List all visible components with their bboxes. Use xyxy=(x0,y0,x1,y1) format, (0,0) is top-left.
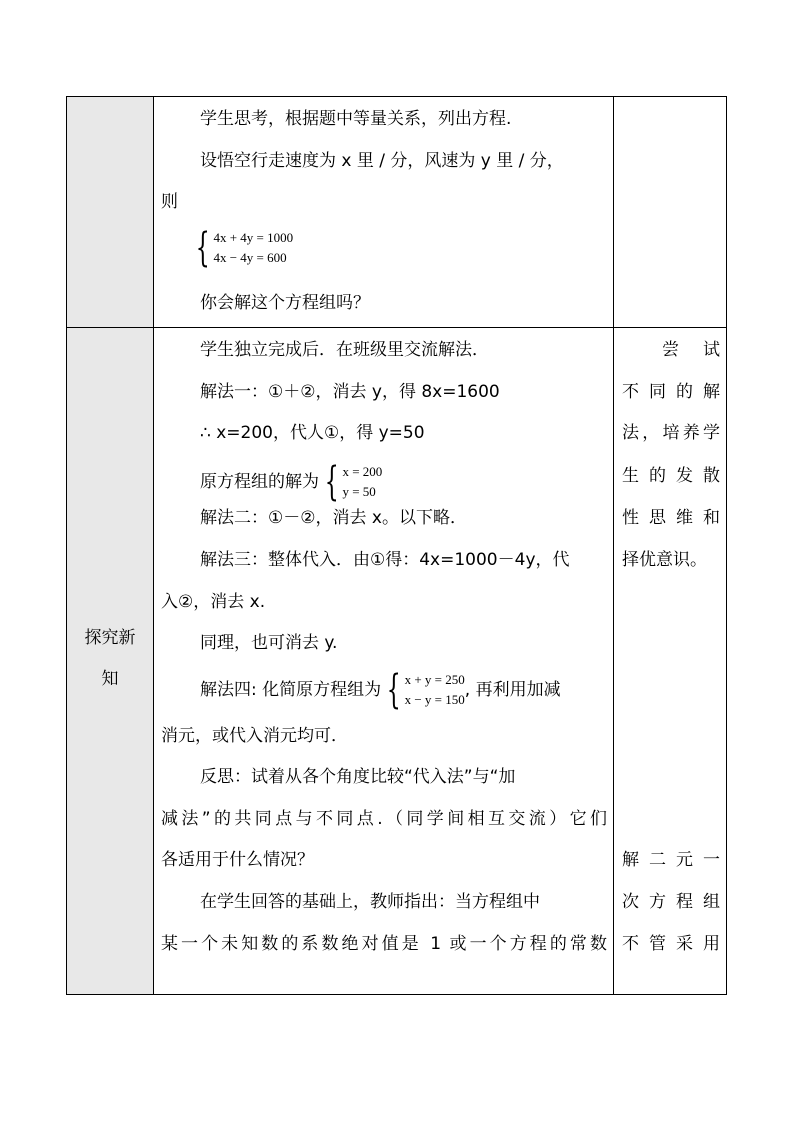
category-cell xyxy=(67,328,154,994)
remark-line: 不管采用 xyxy=(622,934,720,954)
content-line: 学生思考，根据题中等量关系，列出方程. xyxy=(200,109,512,129)
table-row xyxy=(66,96,727,327)
remark-line: 法，培养学 xyxy=(622,423,720,443)
remark-line: 次方程组 xyxy=(622,892,720,912)
solution-x: x = 200 xyxy=(342,464,383,479)
simplified-eq-1: x + y = 250 xyxy=(404,672,465,687)
content-line: 学生独立完成后．在班级里交流解法． xyxy=(200,340,489,360)
content-line: 设悟空行走速度为 x 里 / 分，风速为 y 里 / 分， xyxy=(200,151,564,171)
content-line: 入②，消去 x. xyxy=(161,592,266,612)
solution-prefix: 原方程组的解为 xyxy=(200,472,319,492)
content-line: 同理，也可消去 y. xyxy=(200,633,338,653)
remark-cell xyxy=(613,97,728,327)
content-line: 减法”的共同点与不同点.（同学间相互交流）它们 xyxy=(161,809,607,829)
solution-y: y = 50 xyxy=(342,484,376,499)
content-line: 消元，或代入消元均可． xyxy=(161,726,348,746)
category-label: 知 xyxy=(101,669,119,689)
remark-cell xyxy=(613,328,728,994)
equation-2: 4x − 4y = 600 xyxy=(213,250,287,265)
category-cell xyxy=(67,97,154,327)
simplified-eq-2: x − y = 150 xyxy=(404,692,465,707)
equation-1: 4x + 4y = 1000 xyxy=(213,230,294,245)
content-line: 解法三：整体代入．由①得：4x=1000－4y，代 xyxy=(200,550,570,570)
content-line: ∴ x=200，代人①，得 y=50 xyxy=(200,423,425,443)
remark-line: 择优意识。 xyxy=(622,550,707,570)
table-row xyxy=(66,327,727,995)
brace-symbol: { xyxy=(195,225,210,271)
method-four-prefix: 解法四: 化简原方程组为 xyxy=(200,680,382,700)
content-line: 某一个未知数的系数绝对值是 1 或一个方程的常数 xyxy=(161,934,607,954)
content-cell xyxy=(154,328,613,994)
content-line: 在学生回答的基础上，教师指出：当方程组中 xyxy=(200,892,540,912)
content-line: 解法一：①＋②，消去 y，得 8x=1600 xyxy=(200,382,500,402)
method-four-suffix: , 再利用加减 xyxy=(464,680,561,700)
remark-line: 解二元一 xyxy=(622,850,720,870)
category-label: 探究新 xyxy=(84,628,136,648)
brace-symbol: { xyxy=(324,459,339,505)
solution-line xyxy=(154,460,613,504)
brace-symbol: { xyxy=(386,667,401,713)
content-line: 你会解这个方程组吗？ xyxy=(200,293,370,313)
method-four-line xyxy=(154,668,613,712)
lesson-table xyxy=(66,96,727,995)
remark-line: 不同的解 xyxy=(622,382,720,402)
content-line: 各适用于什么情况？ xyxy=(161,850,314,870)
remark-line: 性思维和 xyxy=(622,508,720,528)
remark-line: 尝 试 xyxy=(662,340,720,360)
equation-system xyxy=(154,225,613,271)
content-line: 反思：试着从各个角度比较“代入法”与“加 xyxy=(200,767,516,787)
content-cell xyxy=(154,97,613,327)
remark-line: 生的发散 xyxy=(622,466,720,486)
content-line: 则 xyxy=(161,192,178,212)
content-line: 解法二：①－②，消去 x。以下略． xyxy=(200,508,467,528)
